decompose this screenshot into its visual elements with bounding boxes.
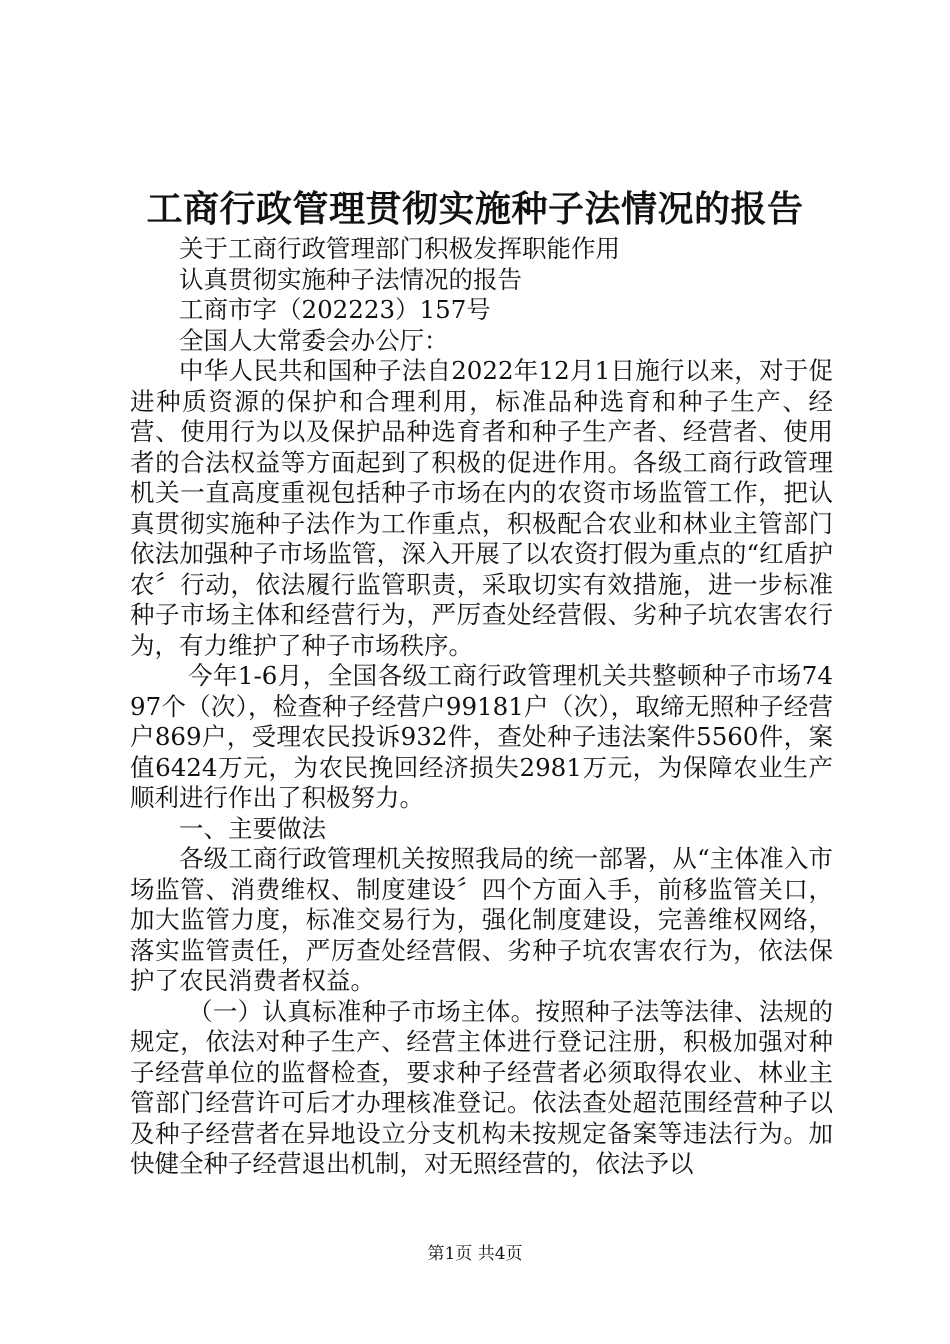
subtitle-line-2: 认真贯彻实施种子法情况的报告 — [179, 264, 522, 294]
document-title: 工商行政管理贯彻实施种子法情况的报告 — [146, 188, 804, 230]
addressee: 全国人大常委会办公厅： — [179, 325, 449, 355]
paragraph-practices: 各级工商行政管理机关按照我局的统一部署，从“主体准入市场监管、消费维权、制度建设〞四个方面入手，前移监管关口，加大监管力度，标准交易行为，强化制度建设，完善维权网络，落实监管责任，严厉查处经营假、劣种子坑农害农行为，依法保护了农民消费者权益。 — [130, 844, 833, 995]
paragraph-market-subjects: （一）认真标准种子市场主体。按照种子法等法律、法规的规定，依法对种子生产、经营主体进行登记注册，积极加强对种子经营单位的监督检查，要求种子经营者必须取得农业、林业主管部门经营许可后才办理核准登记。依法查处超范围经营种子以及种子经营者在异地设立分支机构未按规定备案等违法行为。加快健全种子经营退出机制，对无照经营的，依法予以 — [130, 996, 833, 1178]
paragraph-intro: 中华人民共和国种子法自2022年12月1日施行以来，对于促进种质资源的保护和合理利用，标准品种选育和种子生产、经营、使用行为以及保护品种选育者和种子生产者、经营者、使用者的合法权益等方面起到了积极的促进作用。各级工商行政管理机关一直高度重视包括种子市场在内的农资市场监管工作，把认真贯彻实施种子法作为工作重点，积极配合农业和林业主管部门依法加强种子市场监管，深入开展了以农资打假为重点的“红盾护农〞行动，依法履行监管职责，采取切实有效措施，进一步标准种子市场主体和经营行为，严厉查处经营假、劣种子坑农害农行为，有力维护了种子市场秩序。 — [130, 356, 833, 660]
page-footer: 第1页 共4页 — [427, 1244, 523, 1264]
subtitle-line-1: 关于工商行政管理部门积极发挥职能作用 — [179, 234, 620, 263]
section-heading-main-practices: 一、主要做法 — [179, 813, 326, 843]
document-body — [130, 234, 833, 1180]
paragraph-statistics: 今年1-6月，全国各级工商行政管理机关共整顿种子市场7497个（次），检查种子经营户99181户（次），取缔无照种子经营户869户，受理农民投诉932件，查处种子违法案件5560件，案值6424万元，为农民挽回经济损失2981万元，为保障农业生产顺利进行作出了积极努力。 — [130, 661, 833, 812]
document-number: 工商市字（202223）157号 — [179, 295, 491, 324]
